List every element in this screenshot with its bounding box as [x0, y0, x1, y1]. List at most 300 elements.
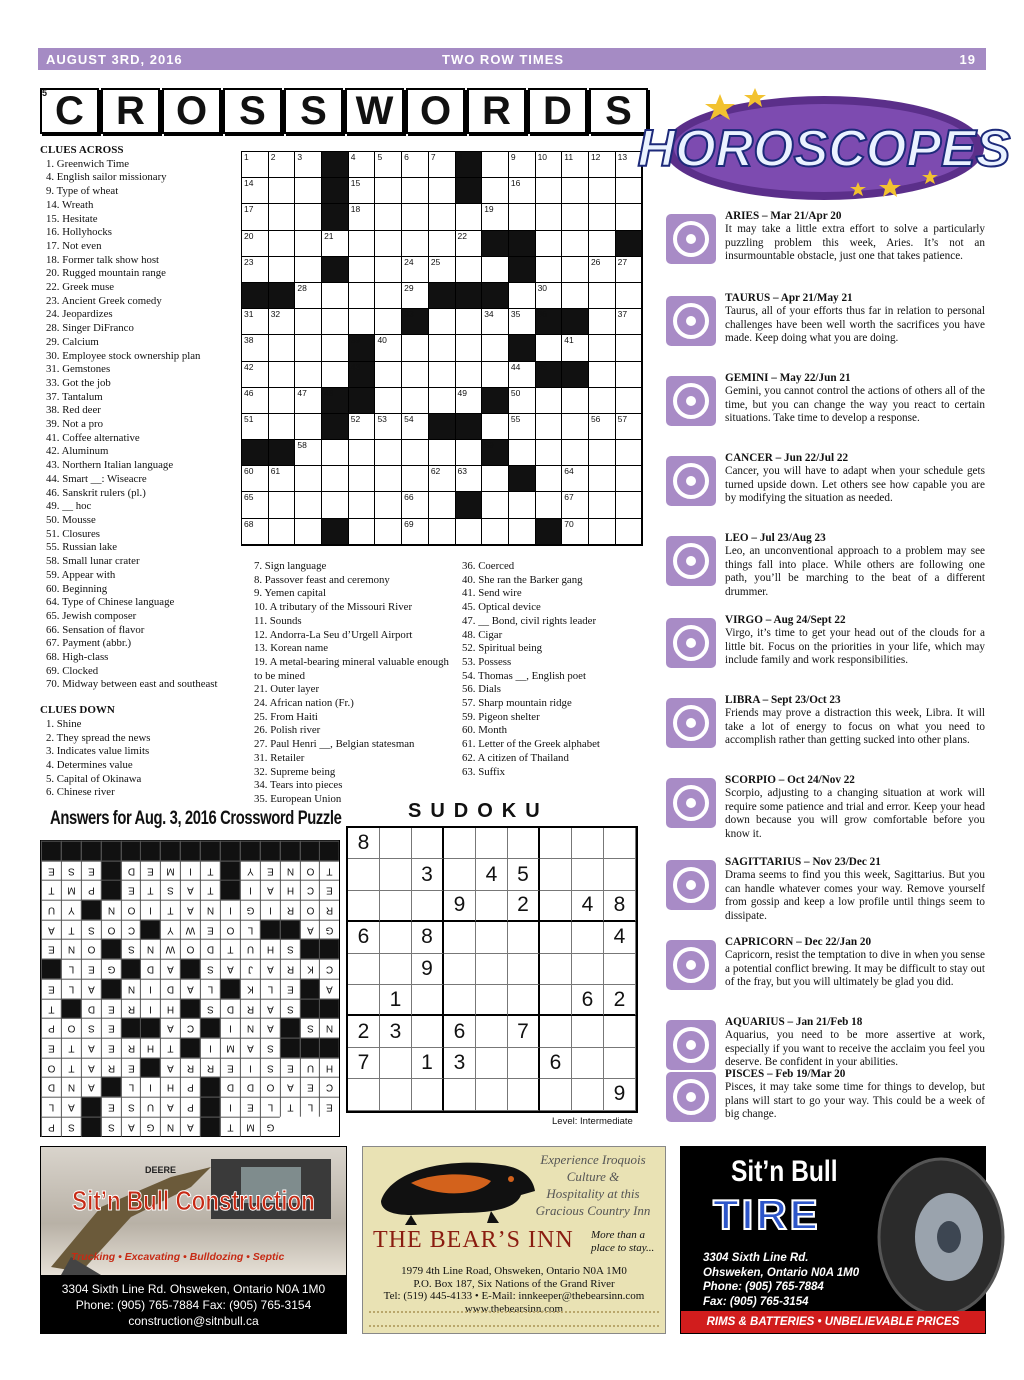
grid-cell[interactable]	[269, 414, 296, 440]
grid-cell[interactable]	[322, 335, 349, 361]
grid-cell[interactable]	[589, 440, 616, 466]
grid-cell[interactable]	[536, 466, 563, 492]
grid-cell[interactable]	[242, 152, 269, 178]
sudoku-cell[interactable]	[540, 985, 572, 1016]
grid-cell[interactable]	[456, 519, 483, 545]
sudoku-cell[interactable]	[540, 891, 572, 922]
grid-cell[interactable]	[242, 362, 269, 388]
sudoku-cell[interactable]: 8	[412, 922, 444, 953]
grid-cell[interactable]	[562, 152, 589, 178]
grid-cell[interactable]	[589, 335, 616, 361]
clue-number: 12	[590, 152, 601, 162]
sudoku-cell[interactable]	[476, 985, 508, 1016]
sudoku-cell[interactable]	[476, 1016, 508, 1047]
grid-cell[interactable]	[402, 178, 429, 204]
grid-cell[interactable]	[402, 204, 429, 230]
answer-block	[260, 841, 280, 861]
sudoku-cell[interactable]	[380, 828, 412, 859]
grid-cell[interactable]	[536, 283, 563, 309]
grid-cell[interactable]	[349, 440, 376, 466]
sudoku-grid	[346, 826, 638, 1113]
sudoku-cell[interactable]	[412, 1016, 444, 1047]
grid-cell[interactable]	[616, 519, 643, 545]
grid-cell[interactable]	[402, 231, 429, 257]
sudoku-cell[interactable]	[572, 1016, 604, 1047]
grid-cell[interactable]	[589, 362, 616, 388]
grid-cell[interactable]	[375, 257, 402, 283]
grid-cell[interactable]	[375, 466, 402, 492]
sudoku-cell[interactable]	[380, 859, 412, 890]
sudoku-cell[interactable]: 6	[348, 922, 380, 953]
horoscope-archer	[666, 856, 986, 932]
answer-block	[319, 1038, 339, 1058]
grid-cell[interactable]	[269, 492, 296, 518]
grid-cell[interactable]	[429, 440, 456, 466]
grid-cell[interactable]	[482, 152, 509, 178]
grid-cell[interactable]	[429, 492, 456, 518]
grid-cell[interactable]	[562, 204, 589, 230]
clues-across-heading: CLUES ACROSS	[40, 144, 124, 156]
answer-block	[61, 999, 81, 1019]
sudoku-cell[interactable]	[604, 1048, 636, 1079]
grid-cell[interactable]	[589, 204, 616, 230]
grid-cell[interactable]	[509, 388, 536, 414]
sudoku-cell[interactable]	[380, 1048, 412, 1079]
grid-cell[interactable]	[322, 283, 349, 309]
sudoku-cell[interactable]	[412, 828, 444, 859]
sudoku-cell[interactable]: 1	[380, 985, 412, 1016]
grid-cell[interactable]	[429, 388, 456, 414]
clue-item: 45. Optical device	[462, 601, 541, 614]
grid-cell[interactable]	[322, 466, 349, 492]
sudoku-cell[interactable]	[508, 985, 540, 1016]
grid-cell[interactable]	[536, 440, 563, 466]
grid-cell[interactable]	[429, 178, 456, 204]
grid-cell[interactable]	[509, 414, 536, 440]
grid-cell[interactable]	[295, 388, 322, 414]
grid-cell[interactable]	[509, 440, 536, 466]
sudoku-cell[interactable]: 9	[444, 891, 476, 922]
grid-cell[interactable]	[429, 335, 456, 361]
sudoku-cell[interactable]: 4	[476, 859, 508, 890]
grid-cell[interactable]	[295, 440, 322, 466]
sudoku-cell[interactable]	[572, 954, 604, 985]
sudoku-cell[interactable]	[540, 922, 572, 953]
grid-cell[interactable]	[242, 257, 269, 283]
grid-cell[interactable]	[402, 283, 429, 309]
sudoku-cell[interactable]: 4	[572, 891, 604, 922]
grid-cell[interactable]	[322, 440, 349, 466]
grid-cell[interactable]	[269, 152, 296, 178]
grid-cell[interactable]	[269, 519, 296, 545]
sudoku-cell[interactable]	[380, 891, 412, 922]
sudoku-cell[interactable]: 2	[508, 891, 540, 922]
grid-cell[interactable]	[482, 492, 509, 518]
grid-cell[interactable]	[295, 466, 322, 492]
grid-cell[interactable]	[562, 257, 589, 283]
sudoku-cell[interactable]: 8	[604, 891, 636, 922]
sudoku-cell[interactable]	[444, 922, 476, 953]
grid-cell[interactable]	[482, 204, 509, 230]
grid-cell[interactable]	[616, 178, 643, 204]
grid-cell[interactable]	[402, 362, 429, 388]
grid-cell[interactable]	[242, 178, 269, 204]
sudoku-cell[interactable]	[540, 954, 572, 985]
sudoku-cell[interactable]: 3	[380, 1016, 412, 1047]
sudoku-cell[interactable]	[444, 828, 476, 859]
grid-cell[interactable]	[375, 362, 402, 388]
grid-cell[interactable]	[349, 152, 376, 178]
grid-cell[interactable]	[429, 204, 456, 230]
grid-cell[interactable]	[242, 204, 269, 230]
grid-cell[interactable]	[349, 231, 376, 257]
grid-cell[interactable]	[349, 257, 376, 283]
answer-block	[101, 1077, 121, 1097]
grid-cell[interactable]	[242, 231, 269, 257]
grid-block	[536, 362, 563, 388]
grid-cell[interactable]	[482, 466, 509, 492]
grid-cell[interactable]	[242, 519, 269, 545]
grid-cell[interactable]	[375, 283, 402, 309]
sudoku-cell[interactable]	[508, 828, 540, 859]
grid-cell[interactable]	[616, 440, 643, 466]
grid-cell[interactable]	[375, 388, 402, 414]
answer-cell: R	[280, 900, 300, 920]
sudoku-cell[interactable]	[476, 891, 508, 922]
grid-cell[interactable]	[536, 414, 563, 440]
grid-cell[interactable]	[402, 492, 429, 518]
answer-cell: A	[220, 959, 240, 979]
grid-cell[interactable]	[429, 519, 456, 545]
sudoku-cell[interactable]	[476, 1048, 508, 1079]
grid-cell[interactable]	[375, 152, 402, 178]
grid-cell[interactable]	[589, 257, 616, 283]
sudoku-cell[interactable]	[572, 1048, 604, 1079]
grid-cell[interactable]	[456, 362, 483, 388]
sudoku-cell[interactable]: 6	[572, 985, 604, 1016]
grid-cell[interactable]	[269, 309, 296, 335]
sudoku-cell[interactable]	[540, 828, 572, 859]
grid-cell[interactable]	[295, 257, 322, 283]
grid-cell[interactable]	[509, 152, 536, 178]
grid-cell[interactable]	[562, 492, 589, 518]
grid-cell[interactable]	[269, 362, 296, 388]
grid-cell[interactable]	[429, 231, 456, 257]
grid-cell[interactable]	[402, 414, 429, 440]
grid-cell[interactable]	[456, 204, 483, 230]
grid-cell[interactable]	[616, 204, 643, 230]
grid-cell[interactable]	[349, 178, 376, 204]
sudoku-cell[interactable]: 6	[444, 1016, 476, 1047]
grid-cell[interactable]	[562, 283, 589, 309]
grid-cell[interactable]	[295, 335, 322, 361]
sudoku-cell[interactable]	[348, 954, 380, 985]
grid-cell[interactable]	[349, 204, 376, 230]
grid-cell[interactable]	[429, 152, 456, 178]
sudoku-cell[interactable]	[508, 1048, 540, 1079]
tire-phone: Phone: (905) 765-7884	[703, 1281, 824, 1293]
grid-cell[interactable]	[589, 414, 616, 440]
grid-cell[interactable]	[536, 388, 563, 414]
grid-cell[interactable]	[295, 492, 322, 518]
grid-cell[interactable]	[402, 388, 429, 414]
sudoku-cell[interactable]: 7	[508, 1016, 540, 1047]
grid-cell[interactable]	[589, 152, 616, 178]
grid-cell[interactable]	[349, 519, 376, 545]
grid-cell[interactable]	[429, 466, 456, 492]
grid-cell[interactable]	[616, 257, 643, 283]
sudoku-cell[interactable]: 3	[444, 1048, 476, 1079]
grid-cell[interactable]	[616, 492, 643, 518]
grid-cell[interactable]	[242, 309, 269, 335]
clue-item: 23. Ancient Greek comedy	[46, 294, 162, 307]
answer-block	[140, 1018, 160, 1038]
grid-cell[interactable]	[536, 204, 563, 230]
sudoku-cell[interactable]: 7	[348, 1048, 380, 1079]
grid-cell[interactable]	[589, 309, 616, 335]
sudoku-cell[interactable]	[444, 954, 476, 985]
grid-cell[interactable]	[242, 492, 269, 518]
sudoku-cell[interactable]	[508, 1079, 540, 1110]
grid-cell[interactable]	[242, 466, 269, 492]
grid-cell[interactable]	[616, 362, 643, 388]
grid-cell[interactable]	[242, 335, 269, 361]
grid-cell[interactable]	[482, 414, 509, 440]
grid-cell[interactable]	[456, 388, 483, 414]
grid-cell[interactable]	[456, 335, 483, 361]
grid-cell[interactable]	[375, 519, 402, 545]
clue-number: 59	[484, 440, 494, 451]
grid-cell[interactable]	[589, 388, 616, 414]
grid-cell[interactable]	[375, 414, 402, 440]
grid-cell[interactable]	[269, 466, 296, 492]
sudoku-cell[interactable]	[572, 828, 604, 859]
grid-cell[interactable]	[509, 204, 536, 230]
grid-cell[interactable]	[402, 519, 429, 545]
sudoku-cell[interactable]: 9	[604, 1079, 636, 1110]
grid-cell[interactable]	[375, 492, 402, 518]
sudoku-cell[interactable]	[348, 859, 380, 890]
sudoku-cell[interactable]	[476, 1079, 508, 1110]
grid-cell[interactable]	[456, 257, 483, 283]
clue-item: 53. Possess	[462, 655, 512, 668]
sudoku-cell[interactable]	[348, 891, 380, 922]
grid-cell[interactable]	[482, 335, 509, 361]
grid-cell[interactable]	[402, 335, 429, 361]
grid-cell[interactable]	[509, 492, 536, 518]
grid-cell[interactable]	[295, 231, 322, 257]
grid-cell[interactable]	[536, 152, 563, 178]
sudoku-cell[interactable]	[444, 859, 476, 890]
sudoku-cell[interactable]	[540, 1079, 572, 1110]
grid-cell[interactable]	[349, 283, 376, 309]
grid-cell[interactable]	[375, 204, 402, 230]
sudoku-cell[interactable]	[604, 954, 636, 985]
grid-cell[interactable]	[509, 519, 536, 545]
grid-cell[interactable]	[295, 519, 322, 545]
grid-cell[interactable]	[482, 178, 509, 204]
sudoku-cell[interactable]	[380, 954, 412, 985]
grid-cell[interactable]	[242, 414, 269, 440]
grid-cell[interactable]	[562, 466, 589, 492]
clue-item: 60. Month	[462, 724, 507, 737]
grid-cell[interactable]	[375, 440, 402, 466]
grid-cell[interactable]	[482, 309, 509, 335]
grid-cell[interactable]	[349, 492, 376, 518]
grid-cell[interactable]	[509, 309, 536, 335]
grid-cell[interactable]	[349, 466, 376, 492]
answer-cell: L	[300, 1097, 320, 1117]
grid-cell[interactable]	[536, 231, 563, 257]
grid-cell[interactable]	[536, 257, 563, 283]
answer-cell: Y	[61, 900, 81, 920]
grid-cell[interactable]	[322, 309, 349, 335]
grid-cell[interactable]	[375, 231, 402, 257]
sudoku-cell[interactable]	[380, 1079, 412, 1110]
grid-block	[269, 440, 296, 466]
sudoku-cell[interactable]	[348, 1079, 380, 1110]
sudoku-cell[interactable]	[380, 922, 412, 953]
grid-cell[interactable]	[295, 152, 322, 178]
grid-cell[interactable]	[295, 309, 322, 335]
grid-cell[interactable]	[269, 178, 296, 204]
grid-cell[interactable]	[456, 440, 483, 466]
answer-cell: U	[140, 1097, 160, 1117]
sudoku-cell[interactable]: 9	[412, 954, 444, 985]
grid-cell[interactable]	[269, 231, 296, 257]
clue-number: 7	[430, 152, 436, 162]
sudoku-cell[interactable]: 2	[604, 985, 636, 1016]
grid-cell[interactable]	[456, 309, 483, 335]
sudoku-cell[interactable]	[412, 1079, 444, 1110]
grid-cell[interactable]	[295, 414, 322, 440]
grid-cell[interactable]	[509, 362, 536, 388]
clue-item: 16. Hollyhocks	[46, 226, 112, 239]
sudoku-cell[interactable]	[604, 859, 636, 890]
grid-cell[interactable]	[269, 204, 296, 230]
horoscope-title: LEO – Jul 23/Aug 23	[725, 532, 826, 544]
grid-cell[interactable]	[295, 283, 322, 309]
sudoku-cell[interactable]	[572, 859, 604, 890]
sudoku-cell[interactable]: 3	[412, 859, 444, 890]
grid-cell[interactable]	[322, 231, 349, 257]
grid-cell[interactable]	[562, 178, 589, 204]
horoscope-title: VIRGO – Aug 24/Sept 22	[725, 614, 846, 626]
grid-cell[interactable]	[589, 231, 616, 257]
sudoku-cell[interactable]	[572, 1079, 604, 1110]
sudoku-cell[interactable]: 4	[604, 922, 636, 953]
grid-cell[interactable]	[295, 204, 322, 230]
sudoku-cell[interactable]	[348, 985, 380, 1016]
grid-cell[interactable]	[402, 152, 429, 178]
grid-cell[interactable]	[456, 231, 483, 257]
sudoku-cell[interactable]: 2	[348, 1016, 380, 1047]
sudoku-cell[interactable]	[476, 954, 508, 985]
sudoku-cell[interactable]: 8	[348, 828, 380, 859]
sudoku-cell[interactable]	[444, 1079, 476, 1110]
sudoku-cell[interactable]	[508, 922, 540, 953]
grid-cell[interactable]	[536, 335, 563, 361]
sudoku-cell[interactable]	[476, 828, 508, 859]
grid-cell[interactable]	[375, 335, 402, 361]
grid-cell[interactable]	[402, 257, 429, 283]
grid-cell[interactable]	[616, 283, 643, 309]
grid-cell[interactable]	[509, 178, 536, 204]
grid-cell[interactable]	[456, 466, 483, 492]
grid-cell[interactable]	[482, 519, 509, 545]
sudoku-cell[interactable]	[444, 985, 476, 1016]
grid-cell[interactable]	[269, 335, 296, 361]
sudoku-cell[interactable]	[604, 828, 636, 859]
grid-cell[interactable]	[562, 388, 589, 414]
grid-cell[interactable]	[482, 362, 509, 388]
grid-cell[interactable]	[589, 519, 616, 545]
grid-cell[interactable]	[429, 257, 456, 283]
horoscope-text-block	[725, 372, 985, 426]
grid-cell[interactable]	[295, 362, 322, 388]
grid-cell[interactable]	[616, 309, 643, 335]
grid-cell[interactable]	[402, 466, 429, 492]
sudoku-cell[interactable]	[476, 922, 508, 953]
grid-cell[interactable]	[322, 362, 349, 388]
grid-block	[322, 152, 349, 178]
sudoku-cell[interactable]	[604, 1016, 636, 1047]
grid-cell[interactable]	[562, 414, 589, 440]
grid-cell[interactable]	[482, 257, 509, 283]
grid-cell[interactable]	[349, 414, 376, 440]
grid-cell[interactable]	[269, 388, 296, 414]
grid-cell[interactable]	[349, 309, 376, 335]
grid-cell[interactable]	[322, 492, 349, 518]
sudoku-cell[interactable]	[412, 891, 444, 922]
sudoku-cell[interactable]	[540, 1016, 572, 1047]
sudoku-cell[interactable]	[508, 954, 540, 985]
grid-cell[interactable]	[589, 178, 616, 204]
answer-block	[280, 1038, 300, 1058]
grid-cell[interactable]	[375, 178, 402, 204]
grid-cell[interactable]	[562, 335, 589, 361]
page-number: 19	[959, 52, 976, 67]
grid-cell[interactable]	[562, 440, 589, 466]
grid-cell[interactable]	[269, 257, 296, 283]
grid-cell[interactable]	[589, 283, 616, 309]
grid-cell[interactable]	[562, 519, 589, 545]
grid-cell[interactable]	[536, 492, 563, 518]
grid-cell[interactable]	[616, 414, 643, 440]
grid-cell[interactable]	[562, 231, 589, 257]
sudoku-cell[interactable]	[572, 922, 604, 953]
grid-cell[interactable]	[616, 335, 643, 361]
grid-cell[interactable]	[616, 466, 643, 492]
grid-cell[interactable]	[589, 466, 616, 492]
grid-cell[interactable]	[429, 309, 456, 335]
grid-cell[interactable]	[402, 440, 429, 466]
sudoku-cell[interactable]	[412, 985, 444, 1016]
grid-cell[interactable]	[295, 178, 322, 204]
grid-cell[interactable]	[616, 388, 643, 414]
clue-number: 52	[350, 413, 361, 424]
sudoku-cell[interactable]: 1	[412, 1048, 444, 1079]
grid-cell[interactable]	[242, 388, 269, 414]
grid-cell[interactable]	[589, 492, 616, 518]
grid-cell[interactable]	[536, 178, 563, 204]
grid-cell[interactable]	[509, 283, 536, 309]
sudoku-cell[interactable]: 6	[540, 1048, 572, 1079]
grid-cell[interactable]	[375, 309, 402, 335]
grid-cell[interactable]	[429, 362, 456, 388]
sudoku-cell[interactable]	[540, 859, 572, 890]
sudoku-cell[interactable]: 5	[508, 859, 540, 890]
